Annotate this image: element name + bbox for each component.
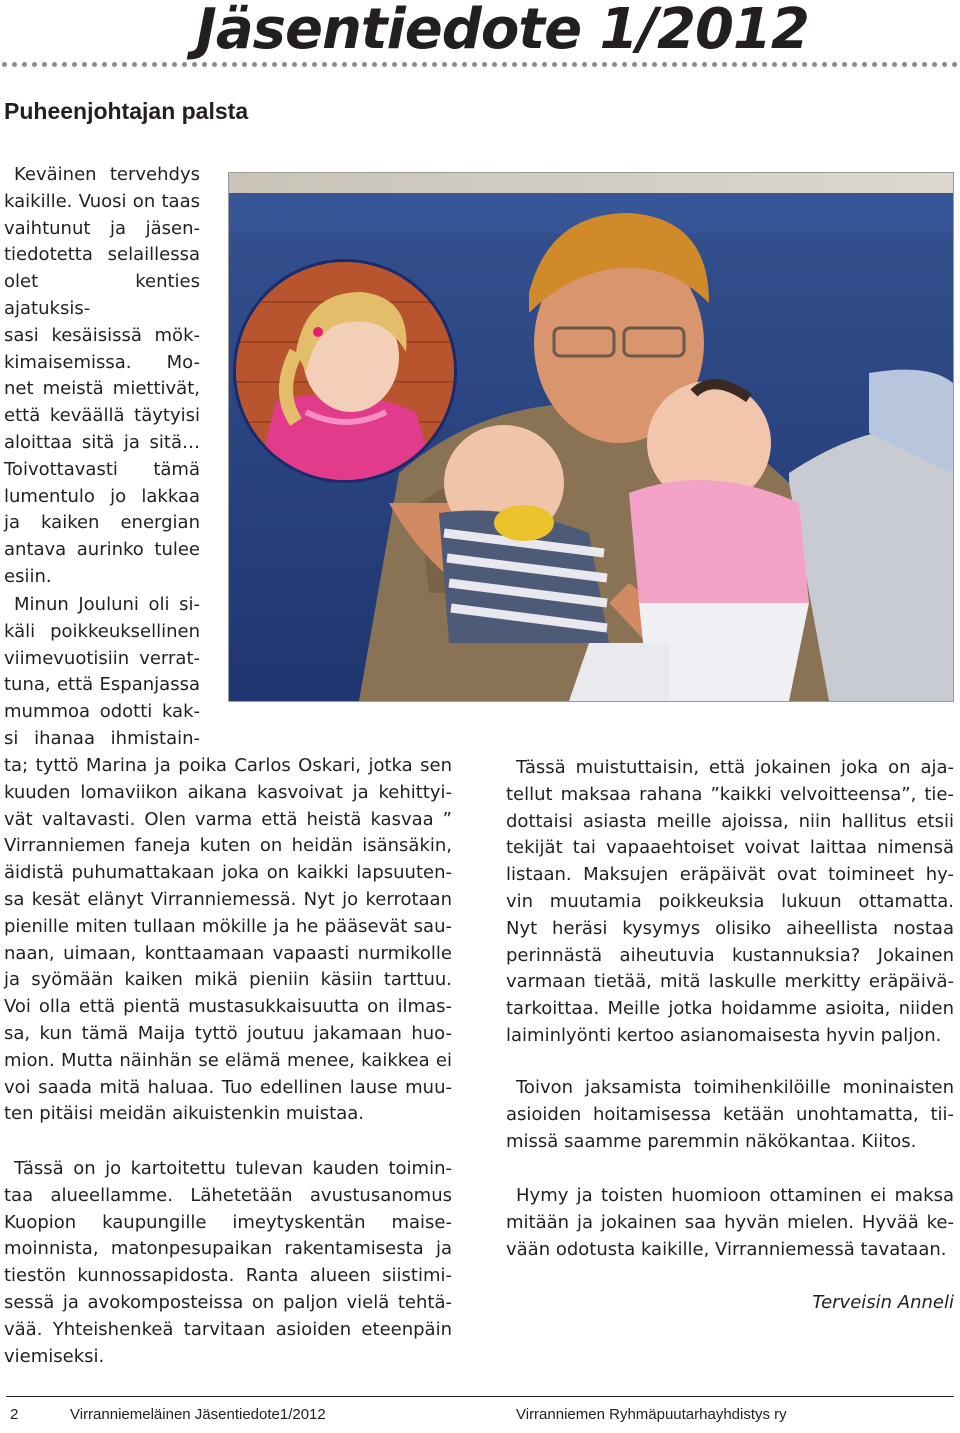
text-line: ta; tyttö Marina ja poika Carlos Oskari, jotka sen xyxy=(4,755,452,776)
col1-christmas-narrow xyxy=(4,592,200,753)
text-line: kimaisemissa. Mo- xyxy=(4,351,200,373)
section-heading: Puheenjohtajan palsta xyxy=(4,98,249,124)
text-line: että keväällä täytyisi xyxy=(4,405,200,427)
text-line: kuuden lomaviikon aikana kasvoivat ja kehittyi- xyxy=(4,781,452,803)
text-line: mummoa odotti kak- xyxy=(4,701,200,723)
col2-greeting xyxy=(506,1183,954,1263)
organization-name: Virranniemen Ryhmäpuutarhayhdistys ry xyxy=(516,1406,787,1423)
text-line: Nyt heräsi kysymys olisiko aiheellista nostaa xyxy=(506,917,954,939)
text-line: Toivottavasti tämä xyxy=(4,458,200,480)
text-line: viimevuotisiin verrat- xyxy=(4,647,200,669)
text-line: Tässä on jo kartoitettu tulevan kauden toimin- xyxy=(14,1158,452,1179)
text-line: listaan. Maksujen eräpäivät ovat toimineet hy- xyxy=(506,864,954,886)
text-line: viemiseksi. xyxy=(4,1345,105,1367)
text-line: Minun Jouluni oli si- xyxy=(14,594,200,615)
text-line: missä saamme paremmin näkökantaa. Kiitos. xyxy=(506,1130,917,1152)
col1-intro xyxy=(4,162,200,591)
text-line: ja kaiken energian xyxy=(4,512,200,534)
text-line: sessä ja avokomposteissa on paljon vielä tehtä- xyxy=(4,1291,452,1313)
text-line: kaikille. Vuosi on taas xyxy=(4,190,200,212)
text-line: vin muutamia poikkeuksia lukuun ottamatta. xyxy=(506,890,954,912)
text-line: taa alueellamme. Lähetetään avustusanomus xyxy=(4,1184,452,1206)
text-line: voi saada mitä haluaa. Tuo edellinen lause muu- xyxy=(4,1076,452,1098)
signature: Terveisin Anneli xyxy=(812,1292,954,1313)
page-number: 2 xyxy=(10,1406,19,1423)
col1-christmas-wide xyxy=(4,753,452,1128)
text-line: sa kesät elänyt Virranniemessä. Nyt jo kerrotaan xyxy=(4,888,452,910)
text-line: olet kenties ajatuksis- xyxy=(4,271,200,319)
text-line: sasi kesäisissä mök- xyxy=(4,324,200,346)
text-line: tuna, että Espanjassa xyxy=(4,674,200,696)
text-line: tiedotetta selaillessa xyxy=(4,244,200,266)
text-line: vään odotusta kaikille, Virranniemessä tavataan. xyxy=(506,1238,947,1260)
text-line: si ihanaa ihmistain- xyxy=(4,727,200,749)
text-line: asioiden hoitamisessa ketään unohtamatta, tii- xyxy=(506,1103,954,1125)
text-line: äidistä puhumattakaan joka on kaikki lapsuuten- xyxy=(4,862,452,884)
text-line: aloittaa sitä ja sitä… xyxy=(4,431,200,453)
text-line: sa, kun tämä Maija tyttö joutuu jakamaan huo- xyxy=(4,1022,452,1044)
text-line: pienille miten tullaan mökille ja he pääsevät sau- xyxy=(4,915,452,937)
col2-thanks xyxy=(506,1075,954,1155)
text-line: vaihtunut ja jäsen- xyxy=(4,217,200,239)
text-line: Kuopion kaupungille imeytyskentän maise- xyxy=(4,1211,452,1233)
text-line: tiestön kunnossapidosta. Ranta alueen siistimi- xyxy=(4,1265,452,1287)
text-line: Voi olla että pientä mustasukkaisuutta on ilmas- xyxy=(4,996,452,1018)
text-line: ten pitäisi meidän aikuistenkin muistaa. xyxy=(4,1103,365,1125)
text-line: vää. Yhteishenkeä tarvitaan asioiden eteenpäin xyxy=(4,1318,452,1340)
text-line: mion. Mutta näinhän se elämä menee, kaikkea ei xyxy=(4,1049,452,1071)
text-line: varmaan tietää, mitä laskulle merkitty eräpäivä- xyxy=(506,971,954,993)
text-line: tellut maksaa rahana ”kaikki velvoitteensa”, tie- xyxy=(506,783,954,805)
footer-divider xyxy=(6,1396,954,1397)
text-line: esiin. xyxy=(4,565,52,587)
text-line: tarkoittaa. Meille jotka hoidamme asioita, niiden xyxy=(506,998,954,1020)
text-line: naan, uimaan, konttaamaan vapaasti nurmikolle xyxy=(4,942,452,964)
text-line: dottaisi asiasta meille ajoissa, niin hallitus etsii xyxy=(506,810,954,832)
col2-payments xyxy=(506,755,954,1050)
text-line: perinnästä aiheutuvia kustannuksia? Jokainen xyxy=(506,944,954,966)
text-line: laiminlyönti kertoo asianomaisesta hyvin paljon. xyxy=(506,1024,942,1046)
text-line: mitään ja jokainen saa hyvän mielen. Hyvää ke- xyxy=(506,1211,954,1233)
publication-name: Virranniemeläinen Jäsentiedote1/2012 xyxy=(70,1406,326,1423)
text-line: käli poikkeuksellinen xyxy=(4,620,200,642)
text-line: net meistä miettivät, xyxy=(4,378,200,400)
text-line: Toivon jaksamista toimihenkilöille moninaisten xyxy=(516,1077,954,1098)
text-line: vät valtavasti. Olen varma että heistä kasvaa ” xyxy=(4,808,452,830)
text-line: moinnista, matonpesupaikan rakentamisesta ja xyxy=(4,1238,452,1260)
text-line: Tässä muistuttaisin, että jokainen joka on aja- xyxy=(516,757,954,778)
girl-portrait-inset xyxy=(236,262,454,480)
text-line: tekijät tai vapaaehtoiset voivat laittaa nimensä xyxy=(506,837,954,859)
masthead-title: Jäsentiedote 1/2012 xyxy=(196,0,809,62)
text-line: ja syömään kaiken mikä pieniin käsiin tarttuu. xyxy=(4,969,452,991)
text-line: Hymy ja toisten huomioon ottaminen ei maksa xyxy=(516,1185,954,1206)
text-line: Virranniemen faneja kuten on heidän isänsäkin, xyxy=(4,835,452,857)
text-line: antava aurinko tulee xyxy=(4,539,200,561)
col1-plans xyxy=(4,1156,452,1370)
text-line: lumentulo jo lakkaa xyxy=(4,485,200,507)
text-line: Keväinen tervehdys xyxy=(14,164,200,185)
dotted-divider xyxy=(2,62,958,67)
